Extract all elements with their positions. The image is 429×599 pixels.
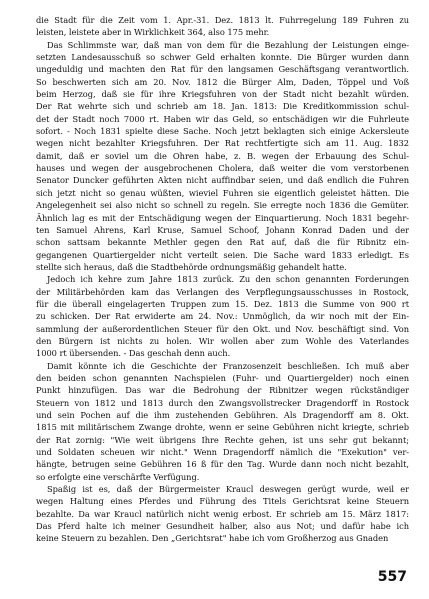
text-line: wegen nicht bezahlter Kriegsfuhren. Der Rat rechtfertigte sich am 11. Aug. 1832 <box>36 138 409 149</box>
paragraph <box>36 483 409 545</box>
text-line: Ähnlich lag es mit der Entschädigung wegen der Einquartierung. Noch 1831 begehr- <box>36 212 409 223</box>
text-line: Das Schlimmste war, daß man von dem für die Bezahlung der Leistungen einge- <box>47 39 409 50</box>
paragraph <box>36 14 409 39</box>
text-line: sich jetzt nicht so genau wüßten, wieviel Fuhren sie eigentlich geleistet hätten. Die <box>36 187 409 198</box>
text-line: Das Pferd halte ich meiner Gesundheit halber, also aus Not; und dafür habe ich <box>36 521 409 532</box>
text-line: ungeduldig und machten den Rat für den langsamen Geschäftsgang verantwortlich. <box>36 64 409 75</box>
text-line: hängte, betrugen seine Gebühren 16 ß für den Tag. Wurde dann noch nicht bezahlt, <box>36 459 409 470</box>
text-line: schon sattsam bekannte Methler gegen den Rat auf, daß die für Ribnitz ein- <box>36 237 409 248</box>
text-line: bezahlte. Da war Kraucl natürlich nicht wenig erbost. Er schrieb am 15. März 1817: <box>36 508 409 519</box>
text-line: det der Stadt noch 7000 rt. Haben wir das Geld, so entschädigen wir die Fuhrleute <box>36 113 409 124</box>
text-line: der Rat zornig: "Wie weit übrigens Ihre Rechte gehen, ist uns sehr gut bekannt; <box>36 434 409 445</box>
text-line: keine Steuern zu bezahlen. Den „Gerichtsrat" habe ich vom Großherzog aus Gnaden <box>36 533 389 544</box>
text-line: für die überall eingelagerten Truppen zum 15. Dez. 1813 die Summe von 900 rt <box>36 298 409 309</box>
text-line: und Soldaten scheuen wir nicht." Wenn Dragendorff nämlich die "Exekution" ver- <box>36 447 409 458</box>
text-line: 1815 mit militärischem Zwange drohte, wenn er seine Gebühren nicht kriegte, schrieb <box>36 422 409 433</box>
page-number: 557 <box>377 569 407 585</box>
text-line: stellte sich heraus, daß die Stadtbehörde ordnungsmäßig gehandelt hatte. <box>36 261 347 272</box>
text-line: Spaßig ist es, daß der Bürgermeister Kraucl deswegen gerügt wurde, weil er <box>47 484 409 495</box>
text-line: Damit könnte ich die Geschichte der Franzosenzeit beschließen. Ich muß aber <box>47 360 409 371</box>
text-line: sammlung der außerordentlichen Steuer für den Okt. und Nov. beschäftigt sind. Von <box>36 323 409 334</box>
text-line: wegen Haltung eines Pferdes und Führung des Titels Gerichtsrat keine Steuern <box>36 496 409 507</box>
text-line: setzten Landesausschuß so schwer Geld erhalten konnte. Die Bürger wurden dann <box>36 52 409 63</box>
text-line: hauses und wegen der ausgebrochenen Cholera, daß weiter die vom verstorbenen <box>36 163 409 174</box>
text-line: den beiden schon genannten Nachspielen (Fuhr- und Quartiergelder) noch einen <box>36 372 409 383</box>
text-line: der Militärbehörden kam das Verlangen des Verpflegungsausschusses in Rostock, <box>36 286 409 297</box>
text-line: Steuern von 1812 und 1813 durch den Zwangsvollstrecker Dragendorff in Rostock <box>36 397 409 408</box>
text-line: 1000 rt übersenden. - Das geschah denn auch. <box>36 348 231 359</box>
text-line: Punkt hinzufügen. Das war die Bedrohung der Ribnitzer wegen rückständiger <box>36 385 409 396</box>
text-line: ten Samuel Ahrens, Karl Kruse, Samuel Schoof, Johann Konrad Daden und der <box>36 224 409 235</box>
text-line: und sein Pochen auf die ihm zustehenden Gebühren. Als Dragendorff am 8. Okt. <box>36 410 409 420</box>
paragraph <box>36 360 409 483</box>
text-line: Senator Duncker geführten Akten nicht auffindbar seien, und daß endlich die Fuhren <box>36 175 409 186</box>
paragraph <box>36 273 409 359</box>
text-line: gegangenen Quartiergelder nicht verteilt seien. Die Sache ward 1833 erledigt. Es <box>36 249 409 260</box>
text-body <box>36 14 409 545</box>
paragraph <box>36 39 409 274</box>
text-line: den Bürgern ist nichts zu holen. Wir wollen aber zum Wohle des Vaterlandes <box>36 335 409 346</box>
text-line: sofort. - Noch 1831 spielte diese Sache. Noch jetzt beklagten sich einige Ackersleute <box>36 126 409 137</box>
text-line: beim Herzog, daß sie für ihre Kriegsfuhren von der Stadt nicht bezahlt würden. <box>36 89 409 100</box>
text-line: leisten, leistete aber in Wirklichkeit 364, also 175 mehr. <box>36 27 270 38</box>
text-line: Der Rat wehrte sich und schrieb am 18. Jan. 1813: Die Kreditkommission schul- <box>36 101 409 112</box>
text-line: Angelegenheit sei also nicht so schnell zu regeln. Sie erregte noch 1836 die Gemüter. <box>36 200 409 211</box>
text-line: damit, daß er soviel um die Ohren habe, z. B. wegen der Erbauung des Schul- <box>36 150 409 161</box>
text-line: zu schicken. Der Rat erwiderte am 24. Nov.: Unmöglich, da wir noch mit der Ein- <box>36 311 409 322</box>
text-line: So beschwerten sich am 20. Nov. 1812 die Bürger Alm, Daden, Töppel und Voß <box>36 76 409 87</box>
text-line: so erfolgte eine verschärfte Verfügung. <box>36 471 200 482</box>
text-line: Jedoch ich kehre zum Jahre 1813 zurück. Zu den schon genannten Forderungen <box>47 274 409 285</box>
text-line: die Stadt für die Zeit vom 1. Apr.-31. Dez. 1813 lt. Fuhrregelung 189 Fuhren zu <box>36 15 409 25</box>
